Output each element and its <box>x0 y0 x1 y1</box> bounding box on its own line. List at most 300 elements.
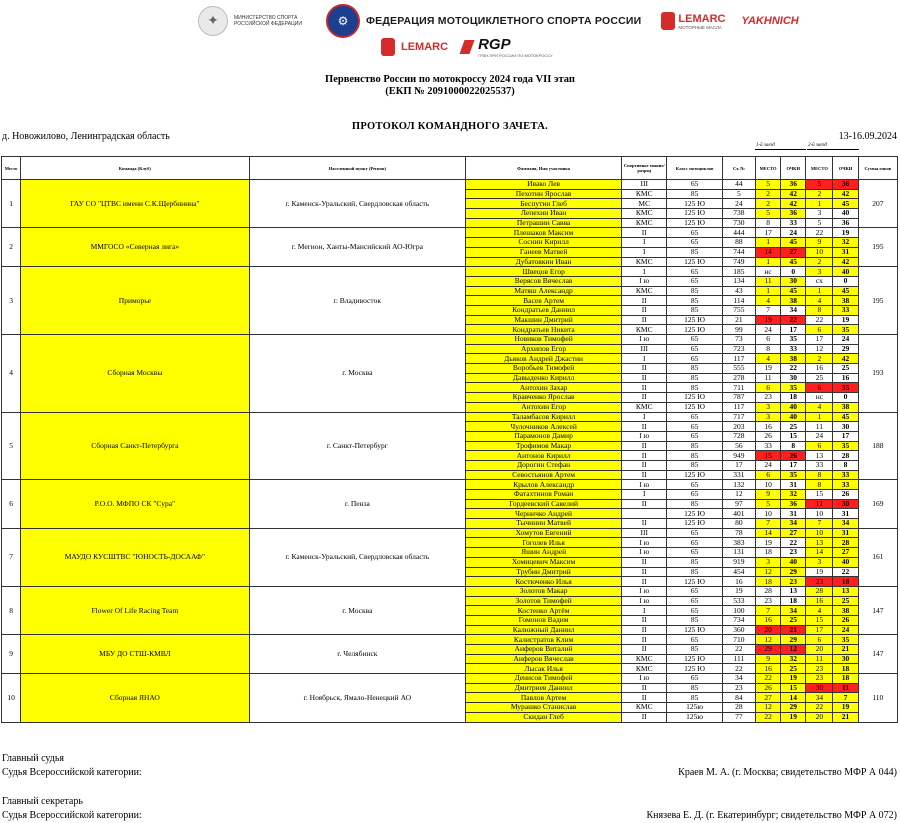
rgp-flag-icon <box>460 40 475 54</box>
ministry-label: МИНИСТЕРСТВО СПОРТА РОССИЙСКОЙ ФЕДЕРАЦИИ <box>234 15 302 27</box>
race1-place: 5 <box>755 209 780 219</box>
rider-class: 125 Ю <box>667 209 722 219</box>
rider-number: 444 <box>722 228 755 238</box>
rider-number: 383 <box>722 538 755 548</box>
race2-points: 36 <box>833 180 858 190</box>
rider-number: 21 <box>722 315 755 325</box>
race1-points: 12 <box>781 645 806 655</box>
race2-place: 1 <box>806 199 833 209</box>
rider-name: Трофимов Макар <box>466 441 622 451</box>
rider-number: 744 <box>722 247 755 257</box>
team-city: г. Каменск-Уральский, Свердловская область <box>249 180 465 228</box>
rider-name: Лысак Илья <box>466 664 622 674</box>
rider-name: Золотов Тимофей <box>466 596 622 606</box>
rider-class: 65 <box>667 586 722 596</box>
rider-name: Таламбасов Кирилл <box>466 412 622 422</box>
team-city: г. Мегион, Ханты-Мансийский АО-Югра <box>249 228 465 267</box>
rider-class: 125ю <box>667 712 722 722</box>
race1-points: 29 <box>781 635 806 645</box>
table-body <box>2 180 898 723</box>
rider-rank: II <box>622 683 667 693</box>
rider-rank: КМС <box>622 257 667 267</box>
race1-place: 7 <box>755 606 780 616</box>
race1-place: 6 <box>755 335 780 345</box>
rider-number: 117 <box>722 402 755 412</box>
rider-rank: I <box>622 267 667 277</box>
race1-place: 1 <box>755 257 780 267</box>
race2-place: сх <box>806 276 833 286</box>
race1-points: 17 <box>781 325 806 335</box>
race1-points: 36 <box>781 180 806 190</box>
rider-number: 728 <box>722 431 755 441</box>
rider-number: 730 <box>722 218 755 228</box>
race1-place: 14 <box>755 247 780 257</box>
rider-number: 5 <box>722 189 755 199</box>
rider-class: 65 <box>667 596 722 606</box>
rider-name: Анферов Виталий <box>466 645 622 655</box>
rider-rank: КМС <box>622 189 667 199</box>
race1-points: 22 <box>781 364 806 374</box>
race2-place: 13 <box>806 538 833 548</box>
lemarc2-word: LEMARC <box>401 41 449 53</box>
race1-points: 17 <box>781 460 806 470</box>
race2-points: 32 <box>833 238 858 248</box>
race1-place: 15 <box>755 451 780 461</box>
secretary-category: Судья Всероссийской категории: <box>2 810 142 821</box>
rider-name: Костенко Артём <box>466 606 622 616</box>
race1-points: 19 <box>781 712 806 722</box>
team-name: Приморье <box>21 267 250 335</box>
race1-points: 25 <box>781 422 806 432</box>
race1-points: 35 <box>781 335 806 345</box>
race1-points: 33 <box>781 344 806 354</box>
protocol-heading: ПРОТОКОЛ КОМАНДНОГО ЗАЧЕТА. <box>351 121 549 132</box>
title-line1: Первенство России по мотокроссу 2024 года VII этап <box>325 74 575 85</box>
rider-rank: II <box>622 519 667 529</box>
race1-points: 40 <box>781 557 806 567</box>
rider-rank: II <box>622 615 667 625</box>
rider-number: 17 <box>722 460 755 470</box>
race1-points: 42 <box>781 189 806 199</box>
lemarc-sub: МОТОРНЫЕ МАСЛА <box>678 24 722 30</box>
rider-name: Дмитриев Даниил <box>466 683 622 693</box>
lemarc2-icon <box>381 38 395 56</box>
rider-rank: II <box>622 373 667 383</box>
col-p1: МЕСТО <box>755 157 780 180</box>
race1-points: 24 <box>781 228 806 238</box>
race2-place: 17 <box>806 625 833 635</box>
results-table <box>1 156 898 723</box>
rider-rank: I <box>622 490 667 500</box>
rider-rank: КМС <box>622 209 667 219</box>
table-row <box>2 335 898 345</box>
race1-points: 34 <box>781 606 806 616</box>
team-name: Flower Of Life Racing Team <box>21 586 250 634</box>
rider-class: 85 <box>667 567 722 577</box>
rider-number: 23 <box>722 683 755 693</box>
rider-rank: I ю <box>622 480 667 490</box>
table-row <box>2 480 898 490</box>
race2-place: 6 <box>806 635 833 645</box>
federation-label: ФЕДЕРАЦИЯ МОТОЦИКЛЕТНОГО СПОРТА РОССИИ <box>366 15 642 27</box>
rider-rank: II <box>622 499 667 509</box>
table-row <box>2 228 898 238</box>
race2-points: 25 <box>833 364 858 374</box>
rider-class: 65 <box>667 606 722 616</box>
race2-place: 30 <box>806 683 833 693</box>
rider-number: 99 <box>722 325 755 335</box>
race1-place: 24 <box>755 460 780 470</box>
race2-points: 26 <box>833 615 858 625</box>
rider-rank: II <box>622 393 667 403</box>
race2-place: 5 <box>806 218 833 228</box>
race1-place: 28 <box>755 586 780 596</box>
rider-number: 24 <box>722 199 755 209</box>
race2-place: 23 <box>806 577 833 587</box>
rider-class: 65 <box>667 635 722 645</box>
rider-number: 117 <box>722 354 755 364</box>
race2-place: 9 <box>806 238 833 248</box>
rider-rank: II <box>622 451 667 461</box>
rider-name: Анферов Вячеслав <box>466 654 622 664</box>
rider-class: 85 <box>667 247 722 257</box>
race2-place: 11 <box>806 422 833 432</box>
race1-place: 20 <box>755 625 780 635</box>
rider-class: 65 <box>667 267 722 277</box>
rider-number: 533 <box>722 596 755 606</box>
rider-number: 331 <box>722 470 755 480</box>
team-total: 207 <box>858 180 897 228</box>
rider-number: 100 <box>722 606 755 616</box>
race2-points: 42 <box>833 189 858 199</box>
race1-line <box>755 149 806 150</box>
rider-rank: III <box>622 344 667 354</box>
rider-rank: КМС <box>622 218 667 228</box>
team-name: ГАУ СО "ЦТВС имени С.К.Щербинина" <box>21 180 250 228</box>
race2-place: 19 <box>806 567 833 577</box>
rider-class: 65 <box>667 180 722 190</box>
race1-place: 22 <box>755 712 780 722</box>
rider-class: 85 <box>667 693 722 703</box>
rider-rank: I ю <box>622 674 667 684</box>
table-row <box>2 586 898 596</box>
race1-points: 18 <box>781 393 806 403</box>
race2-points: 35 <box>833 635 858 645</box>
rider-number: 401 <box>722 509 755 519</box>
rider-name: Матяш Александр <box>466 286 622 296</box>
race2-points: 21 <box>833 645 858 655</box>
rider-rank: II <box>622 383 667 393</box>
race2-label: 2-й заезд <box>808 143 827 148</box>
rider-class: 85 <box>667 286 722 296</box>
rider-number: 734 <box>722 615 755 625</box>
rider-name: Антохин Захар <box>466 383 622 393</box>
race2-place: 8 <box>806 480 833 490</box>
rgp-logo: RGP <box>478 36 511 53</box>
race1-place: 17 <box>755 228 780 238</box>
rider-name: Калистратов Клим <box>466 635 622 645</box>
race1-points: 34 <box>781 519 806 529</box>
race2-points: 27 <box>833 548 858 558</box>
rider-number: 711 <box>722 383 755 393</box>
race1-points: 15 <box>781 683 806 693</box>
team-total: 188 <box>858 412 897 480</box>
rider-name: Трубин Дмитрий <box>466 567 622 577</box>
rider-class: 65 <box>667 431 722 441</box>
race2-points: 38 <box>833 296 858 306</box>
race1-points: 32 <box>781 490 806 500</box>
rider-number: 755 <box>722 305 755 315</box>
team-place: 1 <box>2 180 21 228</box>
race2-points: 7 <box>833 693 858 703</box>
race2-points: 35 <box>833 325 858 335</box>
rider-rank: I ю <box>622 335 667 345</box>
race1-place: 7 <box>755 305 780 315</box>
team-name: Р.О.О. МФПО СК "Сура" <box>21 480 250 528</box>
race1-points: 45 <box>781 257 806 267</box>
race1-points: 36 <box>781 499 806 509</box>
race2-points: 0 <box>833 276 858 286</box>
race2-points: 31 <box>833 509 858 519</box>
rider-class: 85 <box>667 441 722 451</box>
race1-points: 38 <box>781 354 806 364</box>
rider-class: 65 <box>667 354 722 364</box>
race1-points: 38 <box>781 296 806 306</box>
race2-points: 35 <box>833 441 858 451</box>
rider-name: Верясов Вячеслав <box>466 276 622 286</box>
race1-place: 3 <box>755 402 780 412</box>
race1-place: 1 <box>755 286 780 296</box>
yakhnich-logo: YAKHNICH <box>741 15 799 27</box>
race2-points: 18 <box>833 674 858 684</box>
rider-rank: КМС <box>622 402 667 412</box>
rider-name: Калюжный Даниил <box>466 625 622 635</box>
race2-place: 1 <box>806 286 833 296</box>
team-place: 8 <box>2 586 21 634</box>
chief-judge-title: Главный судья <box>2 753 65 764</box>
race1-points: 31 <box>781 509 806 519</box>
race1-points: 23 <box>781 577 806 587</box>
race1-points: 45 <box>781 238 806 248</box>
sponsor-logos <box>0 0 900 62</box>
table-row <box>2 528 898 538</box>
race1-points: 34 <box>781 305 806 315</box>
race1-place: 8 <box>755 218 780 228</box>
col-team: Команда (Клуб) <box>21 157 250 180</box>
race2-place: 22 <box>806 315 833 325</box>
team-place: 4 <box>2 335 21 413</box>
race2-place: 3 <box>806 209 833 219</box>
federation-emblem-icon: ⚙ <box>326 4 360 38</box>
rider-number: 97 <box>722 499 755 509</box>
race2-place: 20 <box>806 645 833 655</box>
rider-number: 56 <box>722 441 755 451</box>
rider-name: Васев Артем <box>466 296 622 306</box>
rider-rank: КМС <box>622 654 667 664</box>
race1-place: 18 <box>755 548 780 558</box>
team-city: г. Челябинск <box>249 635 465 674</box>
team-name: МАУДО КУСШТВС "ЮНОСТЬ-ДОСААФ" <box>21 528 250 586</box>
rider-class: 85 <box>667 460 722 470</box>
race2-points: 18 <box>833 664 858 674</box>
race2-points: 8 <box>833 460 858 470</box>
race2-place: 11 <box>806 654 833 664</box>
race2-points: 30 <box>833 499 858 509</box>
rider-class: 125 Ю <box>667 393 722 403</box>
rider-number: 749 <box>722 257 755 267</box>
table-row <box>2 180 898 190</box>
team-place: 2 <box>2 228 21 267</box>
race2-points: 24 <box>833 625 858 635</box>
team-total: 161 <box>858 528 897 586</box>
race2-points: 40 <box>833 267 858 277</box>
race1-place: 19 <box>755 364 780 374</box>
rgp-sub: ГРАН-ПРИ РОССИИ ПО МОТОКРОССУ <box>478 53 553 58</box>
rider-name: Воробьев Тимофей <box>466 364 622 374</box>
race2-points: 45 <box>833 286 858 296</box>
race1-place: 6 <box>755 470 780 480</box>
race2-points: 36 <box>833 218 858 228</box>
race1-place: 5 <box>755 180 780 190</box>
race2-place: 23 <box>806 674 833 684</box>
race1-place: 10 <box>755 509 780 519</box>
race1-place: 1 <box>755 238 780 248</box>
team-name: Сборная Санкт-Петербурга <box>21 412 250 480</box>
rider-number: 710 <box>722 635 755 645</box>
rider-number: 278 <box>722 373 755 383</box>
rider-name: Кондратьев Даниил <box>466 305 622 315</box>
rider-name: Кондратьев Никита <box>466 325 622 335</box>
rider-class: 125 Ю <box>667 577 722 587</box>
logo-row-top <box>198 4 799 38</box>
event-date: 13-16.09.2024 <box>838 131 897 142</box>
rider-rank: I ю <box>622 431 667 441</box>
team-total: 147 <box>858 586 897 634</box>
team-place: 9 <box>2 635 21 674</box>
race1-place: 4 <box>755 296 780 306</box>
race2-points: 30 <box>833 422 858 432</box>
rider-name: Кравченко Ярослав <box>466 393 622 403</box>
race2-points: 25 <box>833 596 858 606</box>
rider-rank: II <box>622 567 667 577</box>
rider-number: 360 <box>722 625 755 635</box>
event-place: д. Новожилово, Ленинградская область <box>2 131 170 142</box>
rider-number: 203 <box>722 422 755 432</box>
race2-place: 15 <box>806 615 833 625</box>
rider-name: Пехотин Ярослав <box>466 189 622 199</box>
race2-points: 31 <box>833 528 858 538</box>
rider-name: Мурашко Станислав <box>466 703 622 713</box>
race2-place: 22 <box>806 228 833 238</box>
team-total: 169 <box>858 480 897 528</box>
race2-place: нс <box>806 393 833 403</box>
race2-place: 23 <box>806 664 833 674</box>
rider-class: 125 Ю <box>667 509 722 519</box>
race2-points: 0 <box>833 393 858 403</box>
table-row <box>2 635 898 645</box>
race2-place: 1 <box>806 412 833 422</box>
rider-rank: I <box>622 247 667 257</box>
race1-points: 22 <box>781 538 806 548</box>
race1-points: 27 <box>781 247 806 257</box>
race2-place: 16 <box>806 364 833 374</box>
rider-class: 65 <box>667 548 722 558</box>
rider-class: 65 <box>667 335 722 345</box>
race1-place: 29 <box>755 645 780 655</box>
secretary-name: Князева Е. Д. (г. Екатеринбург; свидетельство МФР А 072) <box>646 810 897 821</box>
col-s2: ОЧКИ <box>833 157 858 180</box>
race2-place: 2 <box>806 354 833 364</box>
race1-place: 2 <box>755 199 780 209</box>
race2-points: 28 <box>833 538 858 548</box>
race1-points: 23 <box>781 548 806 558</box>
race2-points: 24 <box>833 335 858 345</box>
rider-number: 80 <box>722 519 755 529</box>
race1-points: 22 <box>781 315 806 325</box>
race2-place: 3 <box>806 557 833 567</box>
rider-class: 125 Ю <box>667 625 722 635</box>
lemarc-word: LEMARC <box>678 12 726 25</box>
rider-class: 125 Ю <box>667 519 722 529</box>
rider-name: Соснин Кирилл <box>466 238 622 248</box>
rider-rank: III <box>622 180 667 190</box>
rider-number: 19 <box>722 586 755 596</box>
rider-rank: III <box>622 528 667 538</box>
rider-number: 12 <box>722 490 755 500</box>
race2-points: 35 <box>833 383 858 393</box>
rider-rank: КМС <box>622 664 667 674</box>
race2-place: 10 <box>806 247 833 257</box>
rider-rank: МС <box>622 199 667 209</box>
race2-place: 17 <box>806 335 833 345</box>
race1-points: 30 <box>781 276 806 286</box>
rider-name: Хомутов Евгений <box>466 528 622 538</box>
rider-number: 723 <box>722 344 755 354</box>
rider-rank: II <box>622 557 667 567</box>
race2-place: 2 <box>806 189 833 199</box>
race1-points: 32 <box>781 654 806 664</box>
rider-class: 125 Ю <box>667 325 722 335</box>
team-city: г. Ноябрьск, Ямало-Ненецкий АО <box>249 674 465 722</box>
race2-points: 40 <box>833 209 858 219</box>
secretary-title: Главный секретарь <box>2 796 83 807</box>
race2-points: 42 <box>833 257 858 267</box>
race2-place: 2 <box>806 257 833 267</box>
race2-place: 33 <box>806 460 833 470</box>
rider-number: 28 <box>722 703 755 713</box>
race1-points: 40 <box>781 412 806 422</box>
rider-number: 185 <box>722 267 755 277</box>
lemarc-logo <box>661 12 725 30</box>
rider-name: Гоголев Илья <box>466 538 622 548</box>
rider-class: 85 <box>667 383 722 393</box>
race2-place: 12 <box>806 344 833 354</box>
race2-points: 40 <box>833 557 858 567</box>
race2-place: 10 <box>806 509 833 519</box>
race2-place: 7 <box>806 519 833 529</box>
race1-points: 35 <box>781 383 806 393</box>
race2-points: 21 <box>833 712 858 722</box>
rider-name: Костюченко Илья <box>466 577 622 587</box>
race2-points: 33 <box>833 305 858 315</box>
col-rank: Спортивное звание/разряд <box>622 157 667 180</box>
col-class: Класс мотоциклов <box>667 157 722 180</box>
rider-class: 125 Ю <box>667 470 722 480</box>
rider-class: 65 <box>667 344 722 354</box>
race1-place: 24 <box>755 325 780 335</box>
team-place: 10 <box>2 674 21 722</box>
rider-number: 88 <box>722 238 755 248</box>
